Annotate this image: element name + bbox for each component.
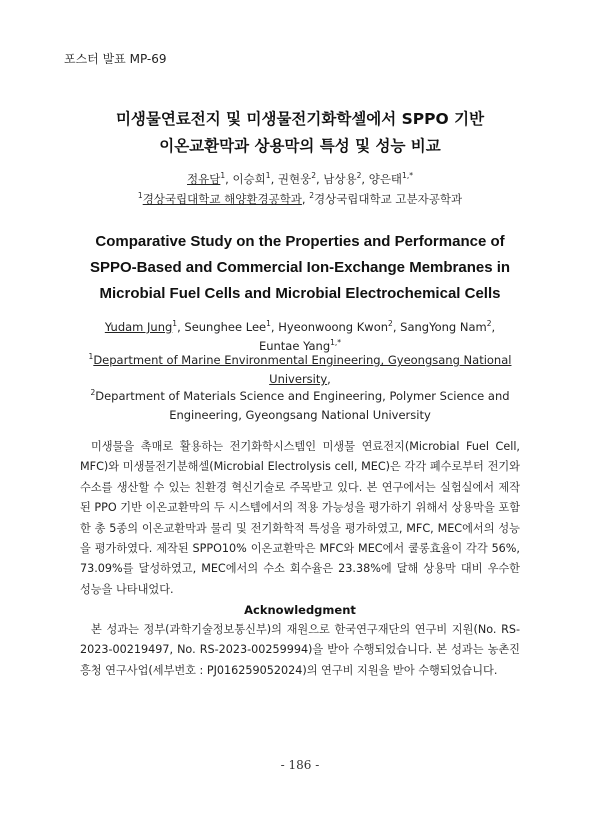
english-title-line-3: Microbial Fuel Cells and Microbial Electrochemical Cells bbox=[99, 285, 501, 302]
session-label: 포스터 발표 MP-69 bbox=[64, 52, 167, 66]
english-author: Seunghee Lee$^1$, bbox=[184, 319, 279, 334]
korean-affiliation-1: 경상국립대학교 해양환경공학과 bbox=[142, 192, 302, 206]
english-authors-line-1 bbox=[60, 318, 540, 337]
english-title bbox=[70, 229, 530, 307]
english-author: Euntae Yang$^{1,*}$ bbox=[258, 338, 342, 353]
english-title-line-2: SPPO-Based and Commercial Ion-Exchange Membranes in bbox=[89, 259, 511, 276]
english-title-line-1: Comparative Study on the Properties and Performance of bbox=[95, 233, 505, 250]
korean-affiliation-2: 경상국립대학교 고분자공학과 bbox=[313, 192, 463, 206]
abstract-paragraph: 미생물을 촉매로 활용하는 전기화학시스템인 미생물 연료전지(Microbial Fuel Cell, MFC)와 미생물전기분해셀(Microbial Electrolysis cell, MEC)은 각각 폐수로부터 전기와 수소를 생산할 수 있는 친환경 혁신기술로 주목받고 있다. 본 연구에서는 실험실에서 제작된 PPO 기반 이온교환막의 두 시스템에서의 적용 가능성을 평가하기 위해서 상용막을 포함한 총 5종의 이온교환막과 물리 및 전기화학적 특성을 평가하였고, MFC, MEC에서의 성능을 평가하였다. 제작된 SPPO10% 이온교환막은 MFC와 MEC에서 쿨롱효율이 각각 56%, 73.09%를 달성하였고, MEC에서의 수소 회수율은 23.38%에 달해 상용막 대비 우수한 성능을 나타내었다. bbox=[80, 440, 520, 596]
korean-author: 권현웅$^2$, bbox=[277, 171, 324, 186]
english-author: Hyeonwoong Kwon$^2$, bbox=[278, 319, 401, 334]
acknowledgment-heading: Acknowledgment bbox=[244, 603, 356, 617]
korean-title bbox=[60, 106, 540, 160]
korean-author: 양은태$^{1,*}$ bbox=[368, 171, 413, 186]
korean-authors bbox=[60, 170, 540, 189]
korean-title-line-2: 이온교환막과 상용막의 특성 및 성능 비교 bbox=[159, 137, 441, 155]
korean-title-line-1: 미생물연료전지 및 미생물전기화학셀에서 SPPO 기반 bbox=[115, 110, 485, 128]
page-number: - 186 - bbox=[280, 758, 320, 772]
acknowledgment-body bbox=[80, 620, 520, 681]
english-affiliation-1: $^1$Department of Marine Environmental Engineering, Gyeongsang National University, bbox=[88, 352, 512, 386]
korean-affiliations: $^1$경상국립대학교 해양환경공학과, $^2$경상국립대학교 고분자공학과 bbox=[137, 191, 463, 206]
acknowledgment-paragraph: 본 성과는 정부(과학기술정보통신부)의 재원으로 한국연구재단의 연구비 지원(No. RS-2023-00219497, No. RS-2023-00259994)을 받아 수행되었습니다. 본 성과는 농촌진흥청 연구사업(세부번호 : PJ016259052024)의 연구비 지원을 받아 수행되었습니다. bbox=[80, 623, 520, 677]
korean-author: 남상용$^2$, bbox=[323, 171, 369, 186]
korean-author: 정유담$^1$, bbox=[187, 171, 233, 186]
english-affiliation-2: $^2$Department of Materials Science and Engineering, Polymer Science and Engineering, Gyeongsang National University bbox=[90, 388, 510, 422]
abstract-body bbox=[80, 437, 520, 600]
korean-author: 이승희$^1$, bbox=[232, 171, 278, 186]
english-author: SangYong Nam$^2$, bbox=[400, 319, 496, 334]
english-author: Yudam Jung$^1$, bbox=[104, 319, 185, 334]
